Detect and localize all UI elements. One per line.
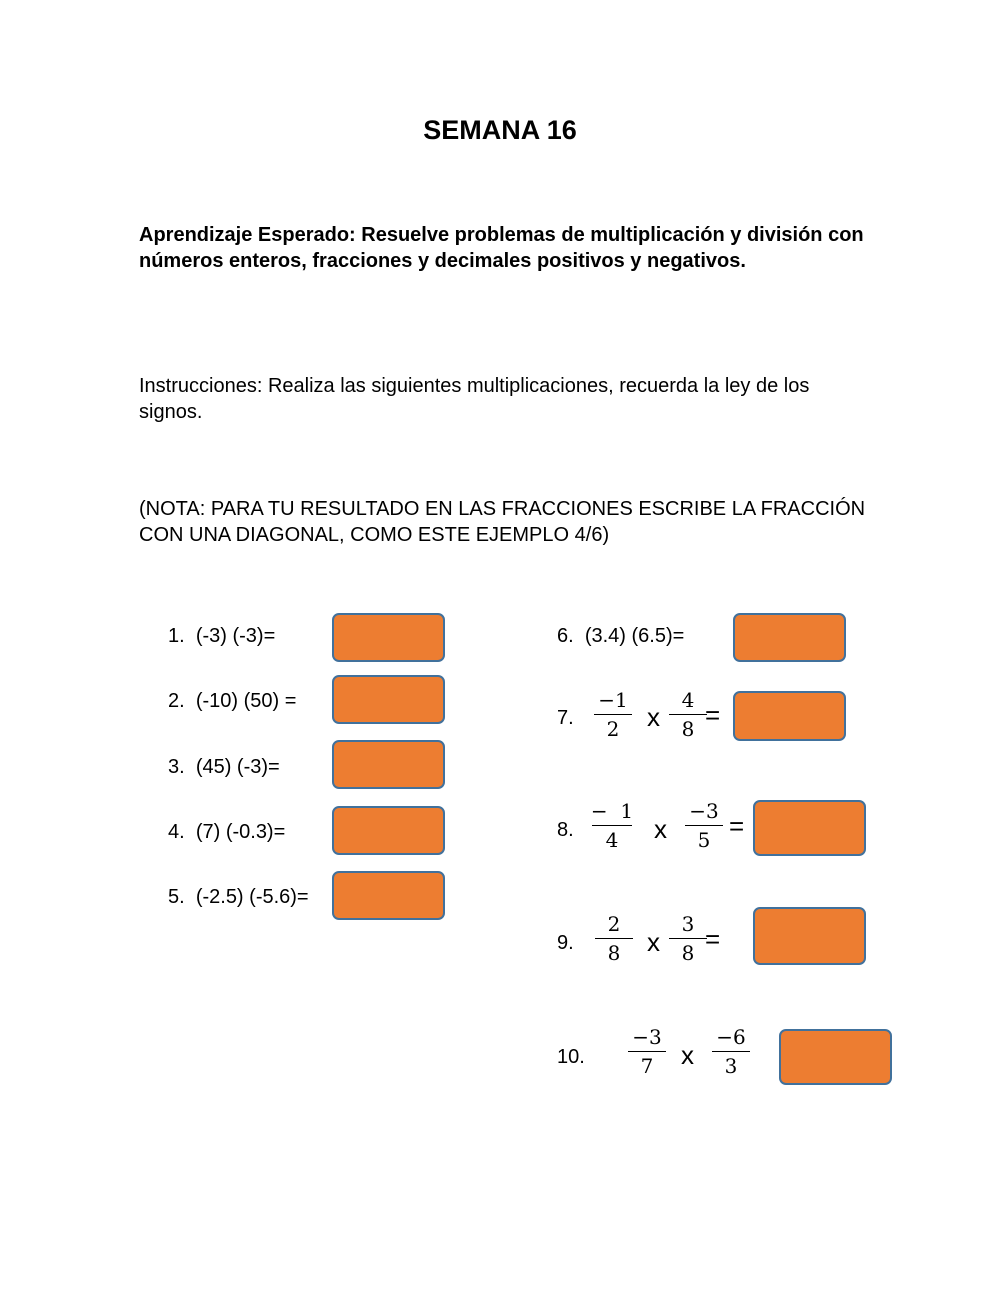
problem-2: [168, 689, 296, 713]
problem-expression: (-2.5) (-5.6)=: [195, 886, 309, 908]
fraction-denominator: 5: [697, 828, 711, 852]
problem-number: 3.: [168, 756, 185, 778]
fraction-bar: [685, 825, 723, 826]
problem-8-number: 8.: [557, 819, 574, 841]
equals-sign: =: [705, 924, 721, 954]
fraction-denominator: 8: [607, 941, 621, 965]
problem-expression: (-10) (50) =: [195, 690, 297, 712]
answer-box-8[interactable]: [753, 800, 866, 856]
answer-box-5[interactable]: [332, 871, 445, 920]
fraction-bar: [628, 1051, 666, 1052]
problem-7-fraction-1: [588, 688, 638, 741]
multiply-sign: x: [647, 927, 660, 957]
fraction-numerator: −6: [716, 1025, 746, 1049]
problem-expression: (-3) (-3)=: [195, 625, 276, 647]
equals-sign: =: [705, 700, 721, 730]
fraction-denominator: 4: [605, 828, 619, 852]
problem-expression: (3.4) (6.5)=: [584, 625, 685, 647]
answer-box-6[interactable]: [733, 613, 846, 662]
answer-box-4[interactable]: [332, 806, 445, 855]
fraction-numerator: 3: [681, 912, 695, 936]
page-title: SEMANA 16: [423, 115, 577, 145]
answer-box-3[interactable]: [332, 740, 445, 789]
answer-box-10[interactable]: [779, 1029, 892, 1085]
fraction-numerator: −1: [598, 688, 628, 712]
fraction-denominator: 7: [640, 1054, 654, 1078]
fraction-bar: [592, 825, 632, 826]
fraction-denominator: 8: [681, 941, 695, 965]
fraction-numerator: − 1: [590, 799, 634, 823]
fraction-bar: [595, 938, 633, 939]
problem-4: [168, 820, 285, 844]
problem-8-fraction-2: [679, 799, 729, 852]
problem-expression: (45) (-3)=: [195, 756, 280, 778]
multiply-sign: x: [647, 702, 660, 732]
answer-box-2[interactable]: [332, 675, 445, 724]
problem-8-fraction-1: [586, 799, 638, 852]
problem-number: 6.: [557, 625, 574, 647]
problem-number: 5.: [168, 886, 185, 908]
multiply-sign: x: [654, 814, 667, 844]
problem-10-fraction-2: [706, 1025, 756, 1078]
fraction-numerator: −3: [689, 799, 719, 823]
fraction-bar: [712, 1051, 750, 1052]
problem-1: [168, 624, 275, 648]
note: (NOTA: PARA TU RESULTADO EN LAS FRACCIONES ESCRIBE LA FRACCIÓN CON UNA DIAGONAL, COMO ESTE EJEMPLO 4/6): [139, 498, 866, 546]
problem-3: [168, 755, 280, 779]
answer-box-1[interactable]: [332, 613, 445, 662]
problem-expression: (7) (-0.3)=: [195, 821, 286, 843]
multiply-sign: x: [681, 1040, 694, 1070]
instructions: Instrucciones: Realiza las siguientes multiplicaciones, recuerda la ley de los signos.: [139, 375, 810, 423]
fraction-bar: [594, 714, 632, 715]
problem-6: [557, 624, 684, 648]
fraction-numerator: −3: [632, 1025, 662, 1049]
fraction-denominator: 2: [606, 717, 620, 741]
problem-number: 4.: [168, 821, 185, 843]
fraction-numerator: 2: [607, 912, 621, 936]
fraction-numerator: 4: [681, 688, 695, 712]
learning-goal: Aprendizaje Esperado: Resuelve problemas de multiplicación y división con números enteros, fracciones y decimales positivos y negativos.: [139, 224, 864, 272]
problem-5: [168, 885, 309, 909]
fraction-denominator: 8: [681, 717, 695, 741]
equals-sign: =: [729, 811, 745, 841]
fraction-bar: [669, 938, 707, 939]
fraction-bar: [669, 714, 707, 715]
fraction-denominator: 3: [724, 1054, 738, 1078]
problem-9-number: 9.: [557, 932, 574, 954]
problem-7-number: 7.: [557, 707, 574, 729]
problem-number: 2.: [168, 690, 185, 712]
problem-10-number: 10.: [557, 1046, 585, 1068]
answer-box-9[interactable]: [753, 907, 866, 965]
problem-10-fraction-1: [622, 1025, 672, 1078]
problem-number: 1.: [168, 625, 185, 647]
answer-box-7[interactable]: [733, 691, 846, 741]
problem-9-fraction-1: [589, 912, 639, 965]
